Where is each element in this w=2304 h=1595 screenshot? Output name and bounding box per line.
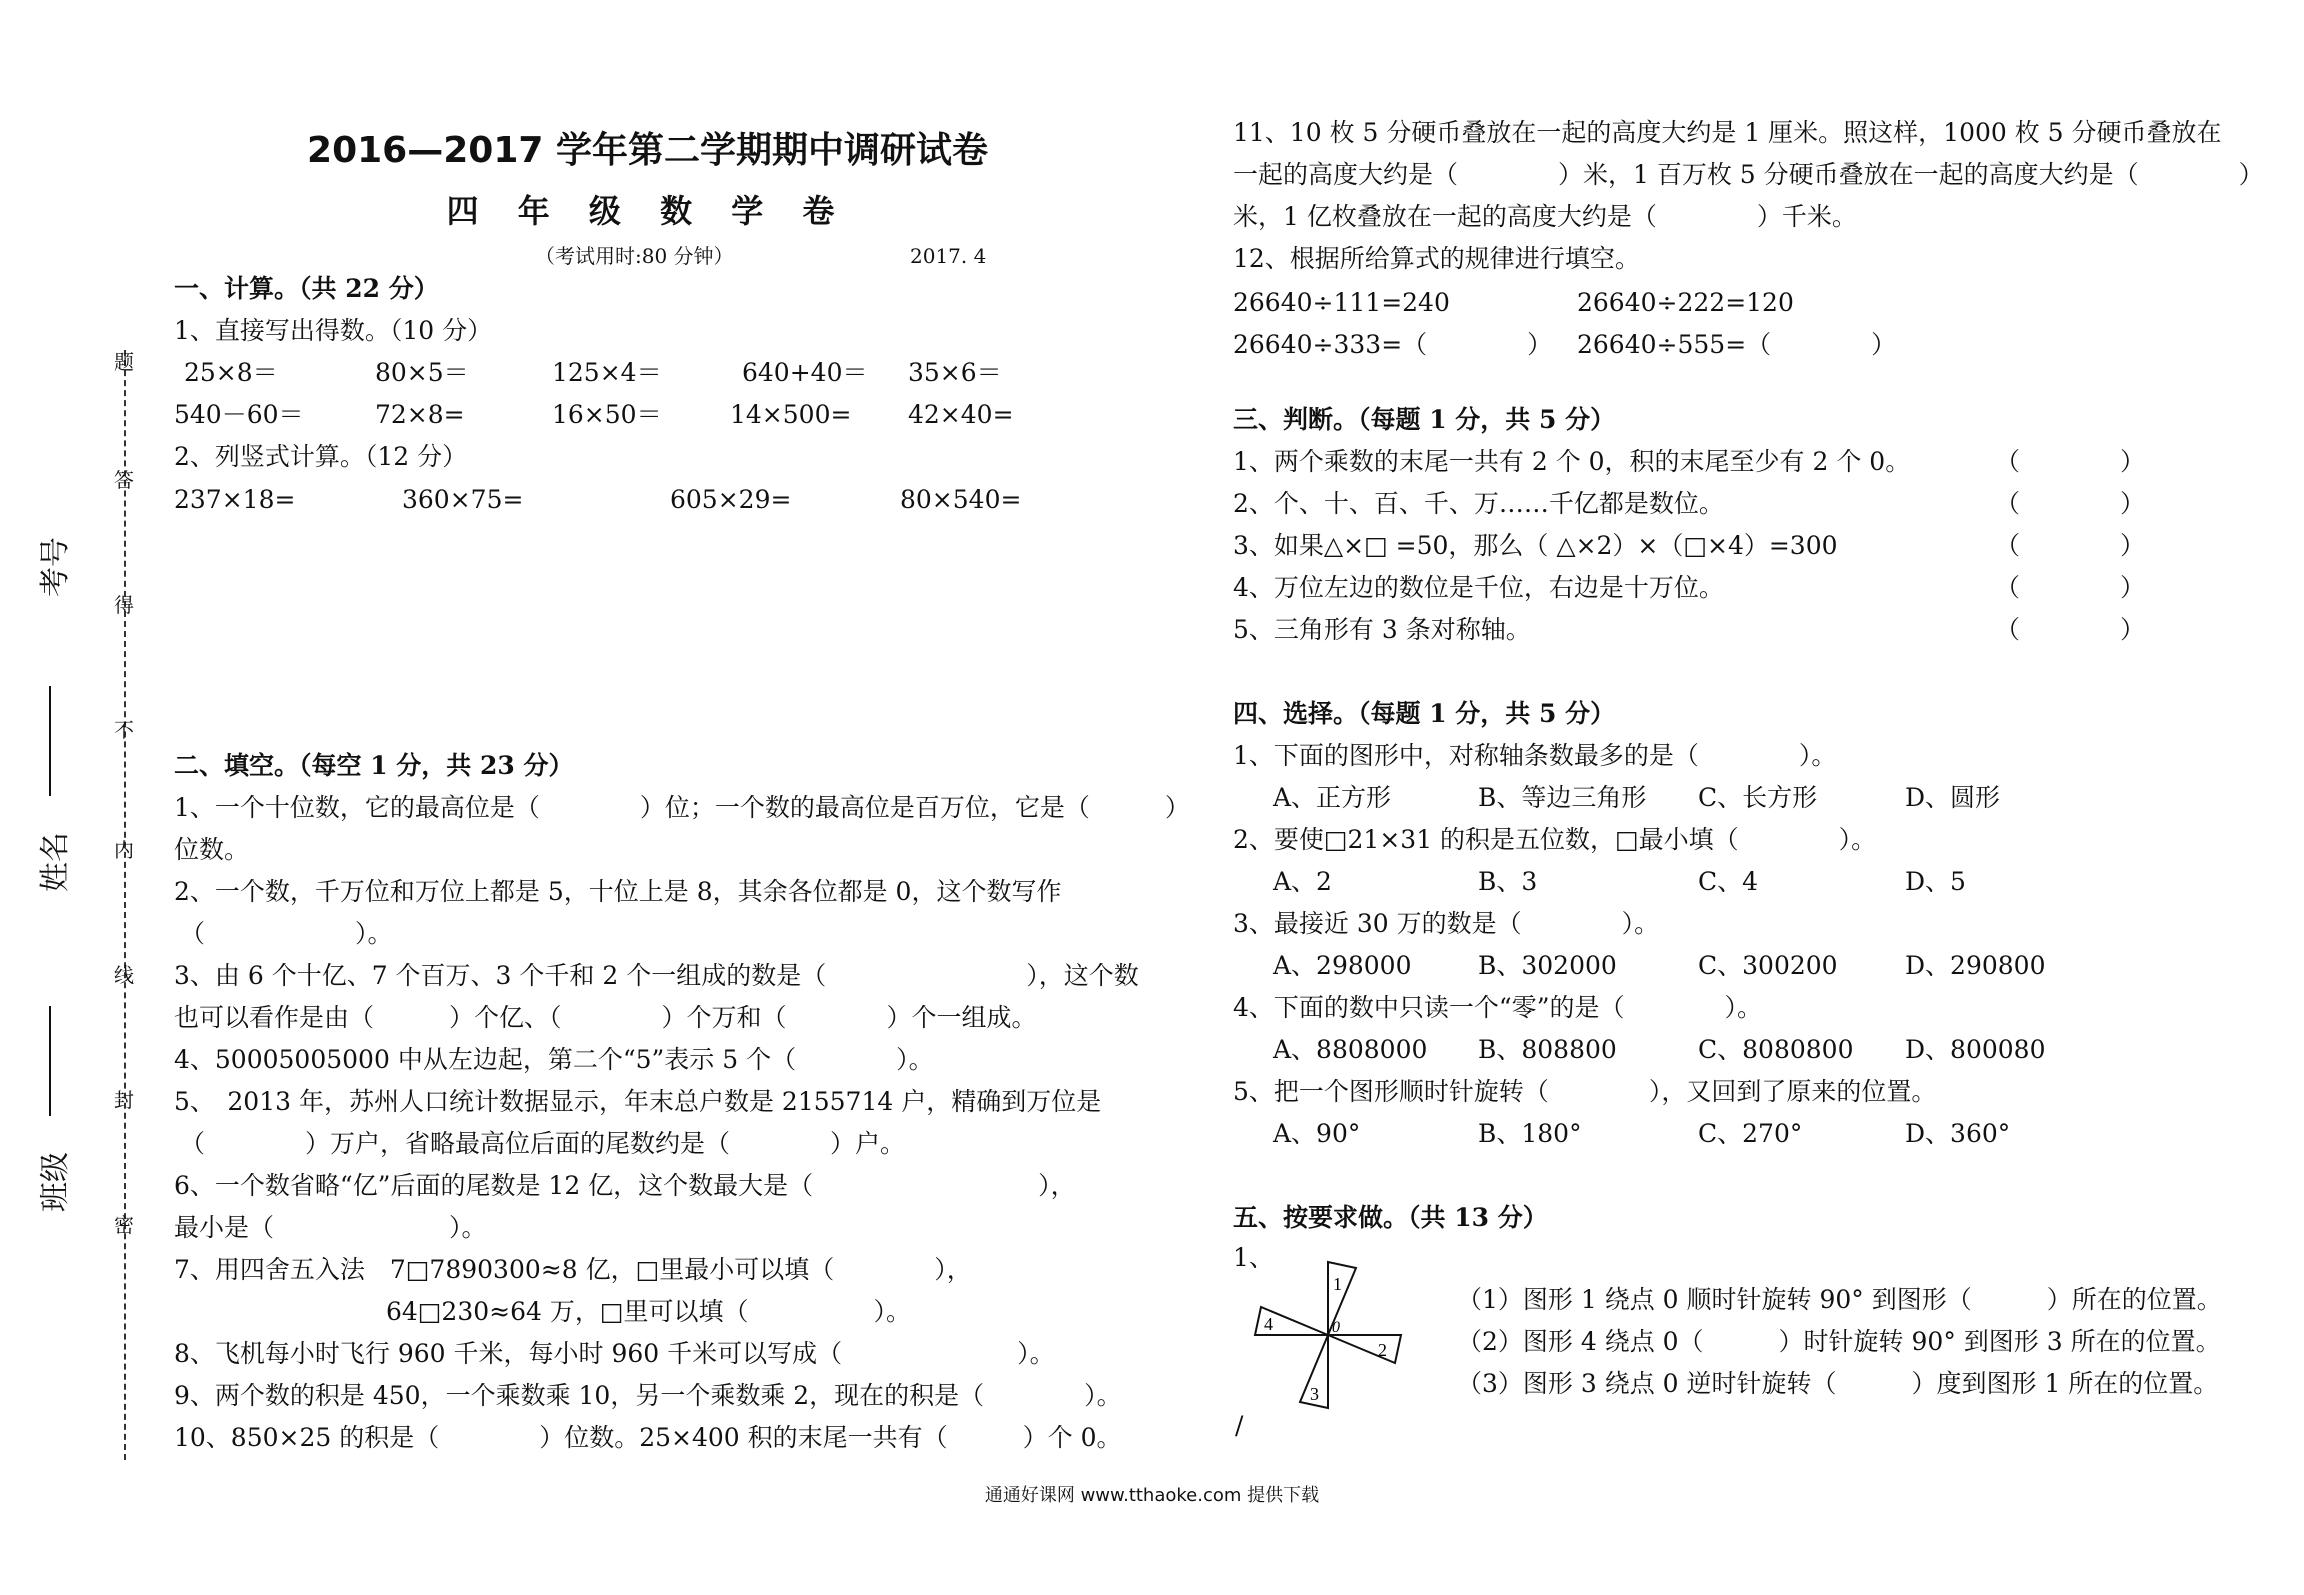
- choice-option: B、180°: [1478, 1119, 1582, 1148]
- pattern-item: 26640÷222=120: [1577, 288, 1794, 317]
- choice-option: B、等边三角形: [1478, 783, 1647, 812]
- calc-item: 14×500=: [730, 400, 852, 429]
- choice-question: 1、下面的图形中，对称轴条数最多的是（ ）。: [1233, 741, 1837, 770]
- judgement-item: 4、万位左边的数位是千位，右边是十万位。: [1233, 573, 1724, 602]
- stray-mark: /: [1235, 1411, 1244, 1440]
- exam-title: 2016—2017 学年第二学期期中调研试卷: [307, 130, 988, 171]
- answer-bracket: （ ）: [1995, 615, 2146, 644]
- section-heading: 二、填空。（每空 1 分，共 23 分）: [174, 751, 574, 780]
- calc-item: 42×40=: [908, 400, 1014, 429]
- seal-word: 内: [114, 838, 134, 862]
- fill-line: 7、用四舍五入法 7□7890300≈8 亿，□里最小可以填（ ），: [174, 1255, 972, 1284]
- choice-option: C、8080800: [1698, 1035, 1854, 1064]
- calc-item: 35×6＝: [908, 358, 1002, 387]
- judgement-item: 2、个、十、百、千、万……千亿都是数位。: [1233, 489, 1724, 518]
- name-label: 姓名: [38, 832, 73, 892]
- fill-line: 11、10 枚 5 分硬币叠放在一起的高度大约是 1 厘米。照这样，1000 枚 5 分硬币叠放在: [1233, 118, 2222, 147]
- seal-word: 线: [114, 963, 134, 987]
- exam-date: 2017. 4: [910, 244, 987, 268]
- calc-item: 16×50＝: [552, 400, 662, 429]
- name-underline: [49, 686, 51, 796]
- figure-label: 1: [1333, 1274, 1342, 1294]
- choice-question: 5、把一个图形顺时针旋转（ ），又回到了原来的位置。: [1233, 1077, 1937, 1106]
- fill-line: 米，1 亿枚叠放在一起的高度大约是（ ）千米。: [1233, 202, 1857, 231]
- pattern-item: 26640÷555=（ ）: [1577, 330, 1897, 359]
- answer-bracket: （ ）: [1995, 573, 2146, 602]
- exam-time: （考试用时:80 分钟）: [535, 244, 734, 268]
- fill-line: 4、50005005000 中从左边起，第二个“5”表示 5 个（ ）。: [174, 1045, 934, 1074]
- seal-word: 答: [114, 468, 134, 492]
- fill-line: 10、850×25 的积是（ ）位数。25×400 积的末尾一共有（ ）个 0。: [174, 1423, 1122, 1452]
- choice-option: C、长方形: [1698, 783, 1818, 812]
- section-heading: 四、选择。（每题 1 分，共 5 分）: [1233, 699, 1616, 728]
- judgement-item: 3、如果△×□ =50，那么（ △×2）×（□×4）=300: [1233, 531, 1838, 560]
- center-point-label: 0: [1332, 1319, 1340, 1336]
- calc-item: 72×8=: [375, 400, 465, 429]
- question-label: 2、列竖式计算。（12 分）: [174, 442, 468, 471]
- section-heading: 五、按要求做。（共 13 分）: [1233, 1203, 1548, 1232]
- choice-option: A、正方形: [1273, 783, 1392, 812]
- seal-word: 题: [114, 350, 134, 374]
- fill-line: 1、一个十位数，它的最高位是（ ）位；一个数的最高位是百万位，它是（ ）: [174, 793, 1190, 822]
- choice-option: D、290800: [1905, 951, 2046, 980]
- calc-item: 80×540=: [900, 485, 1022, 514]
- fill-line: 5、 2013 年，苏州人口统计数据显示，年末总户数是 2155714 户，精确到万位是: [174, 1087, 1102, 1116]
- question-label: 1、直接写出得数。（10 分）: [174, 316, 493, 345]
- class-underline: [49, 1006, 51, 1116]
- choice-question: 4、下面的数中只读一个“零”的是（ ）。: [1233, 993, 1762, 1022]
- seal-word: 不: [114, 718, 134, 742]
- choice-option: D、圆形: [1905, 783, 2001, 812]
- student-id-label: 考号: [38, 537, 73, 597]
- rotation-item: （3）图形 3 绕点 0 逆时针旋转（ ）度到图形 1 所在的位置。: [1457, 1369, 2219, 1398]
- choice-option: B、3: [1478, 867, 1538, 896]
- pattern-item: 26640÷333=（ ）: [1233, 330, 1553, 359]
- answer-bracket: （ ）: [1995, 447, 2146, 476]
- judgement-item: 5、三角形有 3 条对称轴。: [1233, 615, 1531, 644]
- rotation-figure: [1248, 1260, 1408, 1415]
- rotation-item: （2）图形 4 绕点 0（ ）时针旋转 90° 到图形 3 所在的位置。: [1457, 1327, 2221, 1356]
- judgement-item: 1、两个乘数的末尾一共有 2 个 0，积的末尾至少有 2 个 0。: [1233, 447, 1911, 476]
- fill-line: 3、由 6 个十亿、7 个百万、3 个千和 2 个一组成的数是（ ），这个数: [174, 961, 1139, 990]
- fill-line: 9、两个数的积是 450，一个乘数乘 10，另一个乘数乘 2，现在的积是（ ）。: [174, 1381, 1122, 1410]
- choice-option: A、298000: [1273, 951, 1412, 980]
- choice-option: C、300200: [1698, 951, 1838, 980]
- question-label: 1、: [1233, 1243, 1274, 1272]
- seal-word: 得: [114, 593, 134, 617]
- choice-option: A、90°: [1273, 1119, 1361, 1148]
- choice-option: D、800080: [1905, 1035, 2046, 1064]
- rotation-item: （1）图形 1 绕点 0 顺时针旋转 90° 到图形（ ）所在的位置。: [1457, 1285, 2222, 1314]
- figure-label: 2: [1378, 1340, 1387, 1360]
- fill-line: 2、一个数，千万位和万位上都是 5，十位上是 8，其余各位都是 0，这个数写作: [174, 877, 1062, 906]
- figure-label: 4: [1264, 1314, 1273, 1334]
- choice-option: B、302000: [1478, 951, 1617, 980]
- fill-line: （ ）万户，省略最高位后面的尾数约是（ ）户。: [180, 1129, 906, 1158]
- calc-item: 237×18=: [174, 485, 296, 514]
- choice-option: C、270°: [1698, 1119, 1803, 1148]
- fill-line: 6、一个数省略“亿”后面的尾数是 12 亿，这个数最大是（ ），: [174, 1171, 1076, 1200]
- footer-credit: 通通好课网 www.tthaoke.com 提供下载: [984, 1485, 1320, 1506]
- exam-subtitle: 四 年 级 数 学 卷: [446, 192, 849, 230]
- calc-item: 605×29=: [670, 485, 792, 514]
- fill-line: 一起的高度大约是（ ）米，1 百万枚 5 分硬币叠放在一起的高度大约是（ ）: [1233, 160, 2264, 189]
- seal-dashed-line: [124, 350, 126, 1460]
- calc-item: 540－60＝: [174, 400, 304, 429]
- calc-item: 125×4＝: [552, 358, 662, 387]
- rotation-shape-2: [1328, 1335, 1401, 1363]
- seal-word: 封: [114, 1088, 134, 1112]
- answer-bracket: （ ）: [1995, 531, 2146, 560]
- fill-line: 位数。: [174, 835, 250, 864]
- calc-item: 80×5＝: [375, 358, 469, 387]
- section-heading: 一、计算。（共 22 分）: [174, 274, 439, 303]
- calc-item: 360×75=: [402, 485, 524, 514]
- choice-option: B、808800: [1478, 1035, 1617, 1064]
- fill-line: 12、根据所给算式的规律进行填空。: [1233, 244, 1640, 273]
- fill-line: 最小是（ ）。: [174, 1213, 487, 1242]
- seal-word: 密: [114, 1213, 134, 1237]
- choice-question: 3、最接近 30 万的数是（ ）。: [1233, 909, 1660, 938]
- pattern-item: 26640÷111=240: [1233, 288, 1450, 317]
- fill-line: 64□230≈64 万，□里可以填（ ）。: [386, 1297, 911, 1326]
- choice-option: A、8808000: [1273, 1035, 1428, 1064]
- class-label: 班级: [38, 1152, 73, 1212]
- fill-line: 8、飞机每小时飞行 960 千米，每小时 960 千米可以写成（ ）。: [174, 1339, 1055, 1368]
- answer-bracket: （ ）: [1995, 489, 2146, 518]
- fill-line: 也可以看作是由（ ）个亿、（ ）个万和（ ）个一组成。: [174, 1003, 1037, 1032]
- choice-option: A、2: [1273, 867, 1332, 896]
- choice-option: D、5: [1905, 867, 1966, 896]
- fill-line: （ ）。: [180, 919, 393, 948]
- section-heading: 三、判断。（每题 1 分，共 5 分）: [1233, 405, 1616, 434]
- figure-label: 3: [1310, 1384, 1319, 1404]
- choice-option: C、4: [1698, 867, 1759, 896]
- calc-item: 25×8＝: [184, 358, 278, 387]
- calc-item: 640+40＝: [742, 358, 868, 387]
- choice-option: D、360°: [1905, 1119, 2011, 1148]
- choice-question: 2、要使□21×31 的积是五位数，□最小填（ ）。: [1233, 825, 1877, 854]
